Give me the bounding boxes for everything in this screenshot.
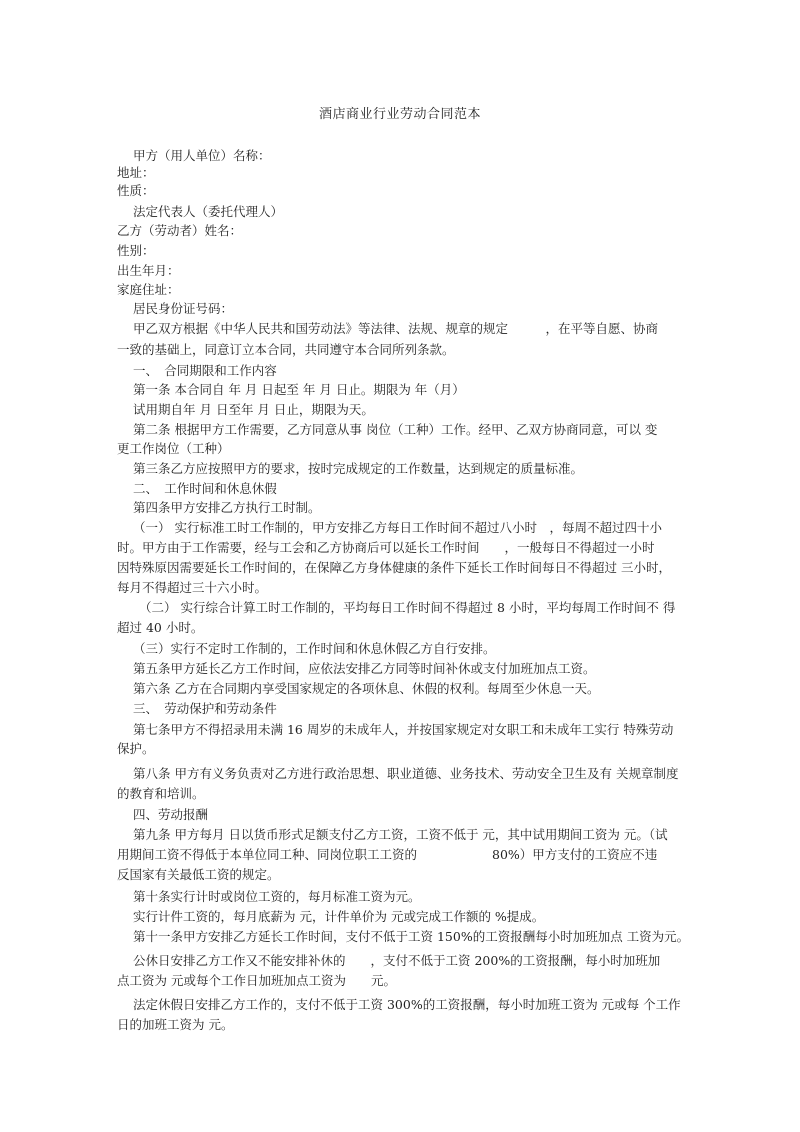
text-line: 公休日安排乙方工作又不能安排补休的 ，支付不低于工资 200%的工资报酬，每小时加班加 <box>133 953 661 968</box>
text-line: 第六条 乙方在合同期内享受国家规定的各项休息、休假的权利。每周至少休息一天。 <box>133 681 600 696</box>
text-line: 保护。 <box>117 741 155 756</box>
text-line: 法定代表人（委托代理人） <box>133 204 284 219</box>
section-heading: 三、 劳动保护和劳动条件 <box>133 701 277 716</box>
text-line: 每月不得超过三十六小时。 <box>117 580 268 595</box>
text-line: 甲乙双方根据《中华人民共和国劳动法》等法律、法规、规章的规定 ，在平等自愿、协商 <box>133 321 659 336</box>
text-line: 第五条甲方延长乙方工作时间，应依法安排乙方同等时间补休或支付加班加点工资。 <box>133 661 596 676</box>
text-line: 第三条乙方应按照甲方的要求，按时完成规定的工作数量，达到规定的质量标准。 <box>133 461 584 476</box>
text-line: 超过 40 小时。 <box>117 620 204 635</box>
text-line: 第二条 根据甲方工作需要，乙方同意从事 岗位（工种）工作。经甲、乙双方协商同意，可以 变 <box>133 422 658 437</box>
text-line: 第十一条甲方安排乙方延长工作时间，支付不低于工资 150%的工资报酬每小时加班加点 工资为元。 <box>133 929 690 944</box>
text-line: 地址： <box>117 165 155 180</box>
text-line: 甲方（用人单位）名称： <box>133 148 271 163</box>
text-line: 法定休假日安排乙方工作的，支付不低于工资 300%的工资报酬，每小时加班工资为 元或每 个工作 <box>133 997 681 1012</box>
text-line: 性别： <box>117 243 155 258</box>
text-line: 一致的基础上，同意订立本合同，共同遵守本合同所列条款。 <box>117 342 455 357</box>
text-line: 用期间工资不得低于本单位同工种、同岗位职工工资的 80%）甲方支付的工资应不违 <box>117 847 658 862</box>
text-line: 实行计件工资的，每月底薪为 元，计件单价为 元或完成工作额的 %提成。 <box>133 909 545 924</box>
text-line: 居民身份证号码： <box>133 301 234 316</box>
text-line: 第四条甲方安排乙方执行工时制。 <box>133 500 321 515</box>
text-line: 试用期自年 月 日至年 月 日止，期限为天。 <box>133 402 374 417</box>
text-line: （二） 实行综合计算工时工作制的，平均每日工作时间不得超过 8 小时，平均每周工作时间不 得 <box>139 600 676 615</box>
text-line: 日的加班工资为 元。 <box>117 1017 234 1032</box>
text-line: 第七条甲方不得招录用未满 16 周岁的未成年人，并按国家规定对女职工和未成年工实行 特殊劳动 <box>133 722 674 737</box>
text-line: 更工作岗位（工种） <box>117 441 230 456</box>
text-line: 第九条 甲方每月 日以货币形式足额支付乙方工资，工资不低于 元，其中试用期间工资为 元。（试 <box>133 827 668 842</box>
text-line: 家庭住址： <box>117 282 180 297</box>
section-heading: 一、 合同期限和工作内容 <box>133 363 277 378</box>
section-heading: 四、劳动报酬 <box>133 807 209 822</box>
section-heading: 二、 工作时间和休息休假 <box>133 481 277 496</box>
text-line: 第八条 甲方有义务负责对乙方进行政治思想、职业道德、业务技术、劳动安全卫生及有 关规章制度 <box>133 766 679 781</box>
text-line: 点工资为 元或每个工作日加班加点工资为 元。 <box>117 973 396 988</box>
text-line: 乙方（劳动者）姓名： <box>117 223 243 238</box>
text-line: 因特殊原因需要延长工作时间的，在保障乙方身体健康的条件下延长工作时间每日不得超过 三小时， <box>117 560 671 575</box>
text-line: 的教育和培训。 <box>117 786 205 801</box>
text-line: 反国家有关最低工资的规定。 <box>117 867 280 882</box>
text-line: 时。甲方由于工作需要，经与工会和乙方协商后可以延长工作时间 ，一般每日不得超过一小时 <box>117 540 655 555</box>
text-line: 第十条实行计时或岗位工资的，每月标准工资为元。 <box>133 889 421 904</box>
text-line: （一） 实行标准工时工作制的，甲方安排乙方每日工作时间不超过八小时 ，每周不超过四十小 <box>133 520 662 535</box>
text-line: 第一条 本合同自 年 月 日起至 年 月 日止。期限为 年（月） <box>133 382 465 397</box>
text-line: 性质： <box>117 183 155 198</box>
text-line: 出生年月： <box>117 263 180 278</box>
text-line: （三）实行不定时工作制的，工作时间和休息休假乙方自行安排。 <box>133 641 496 656</box>
document-title: 酒店商业行业劳动合同范本 <box>318 107 481 122</box>
